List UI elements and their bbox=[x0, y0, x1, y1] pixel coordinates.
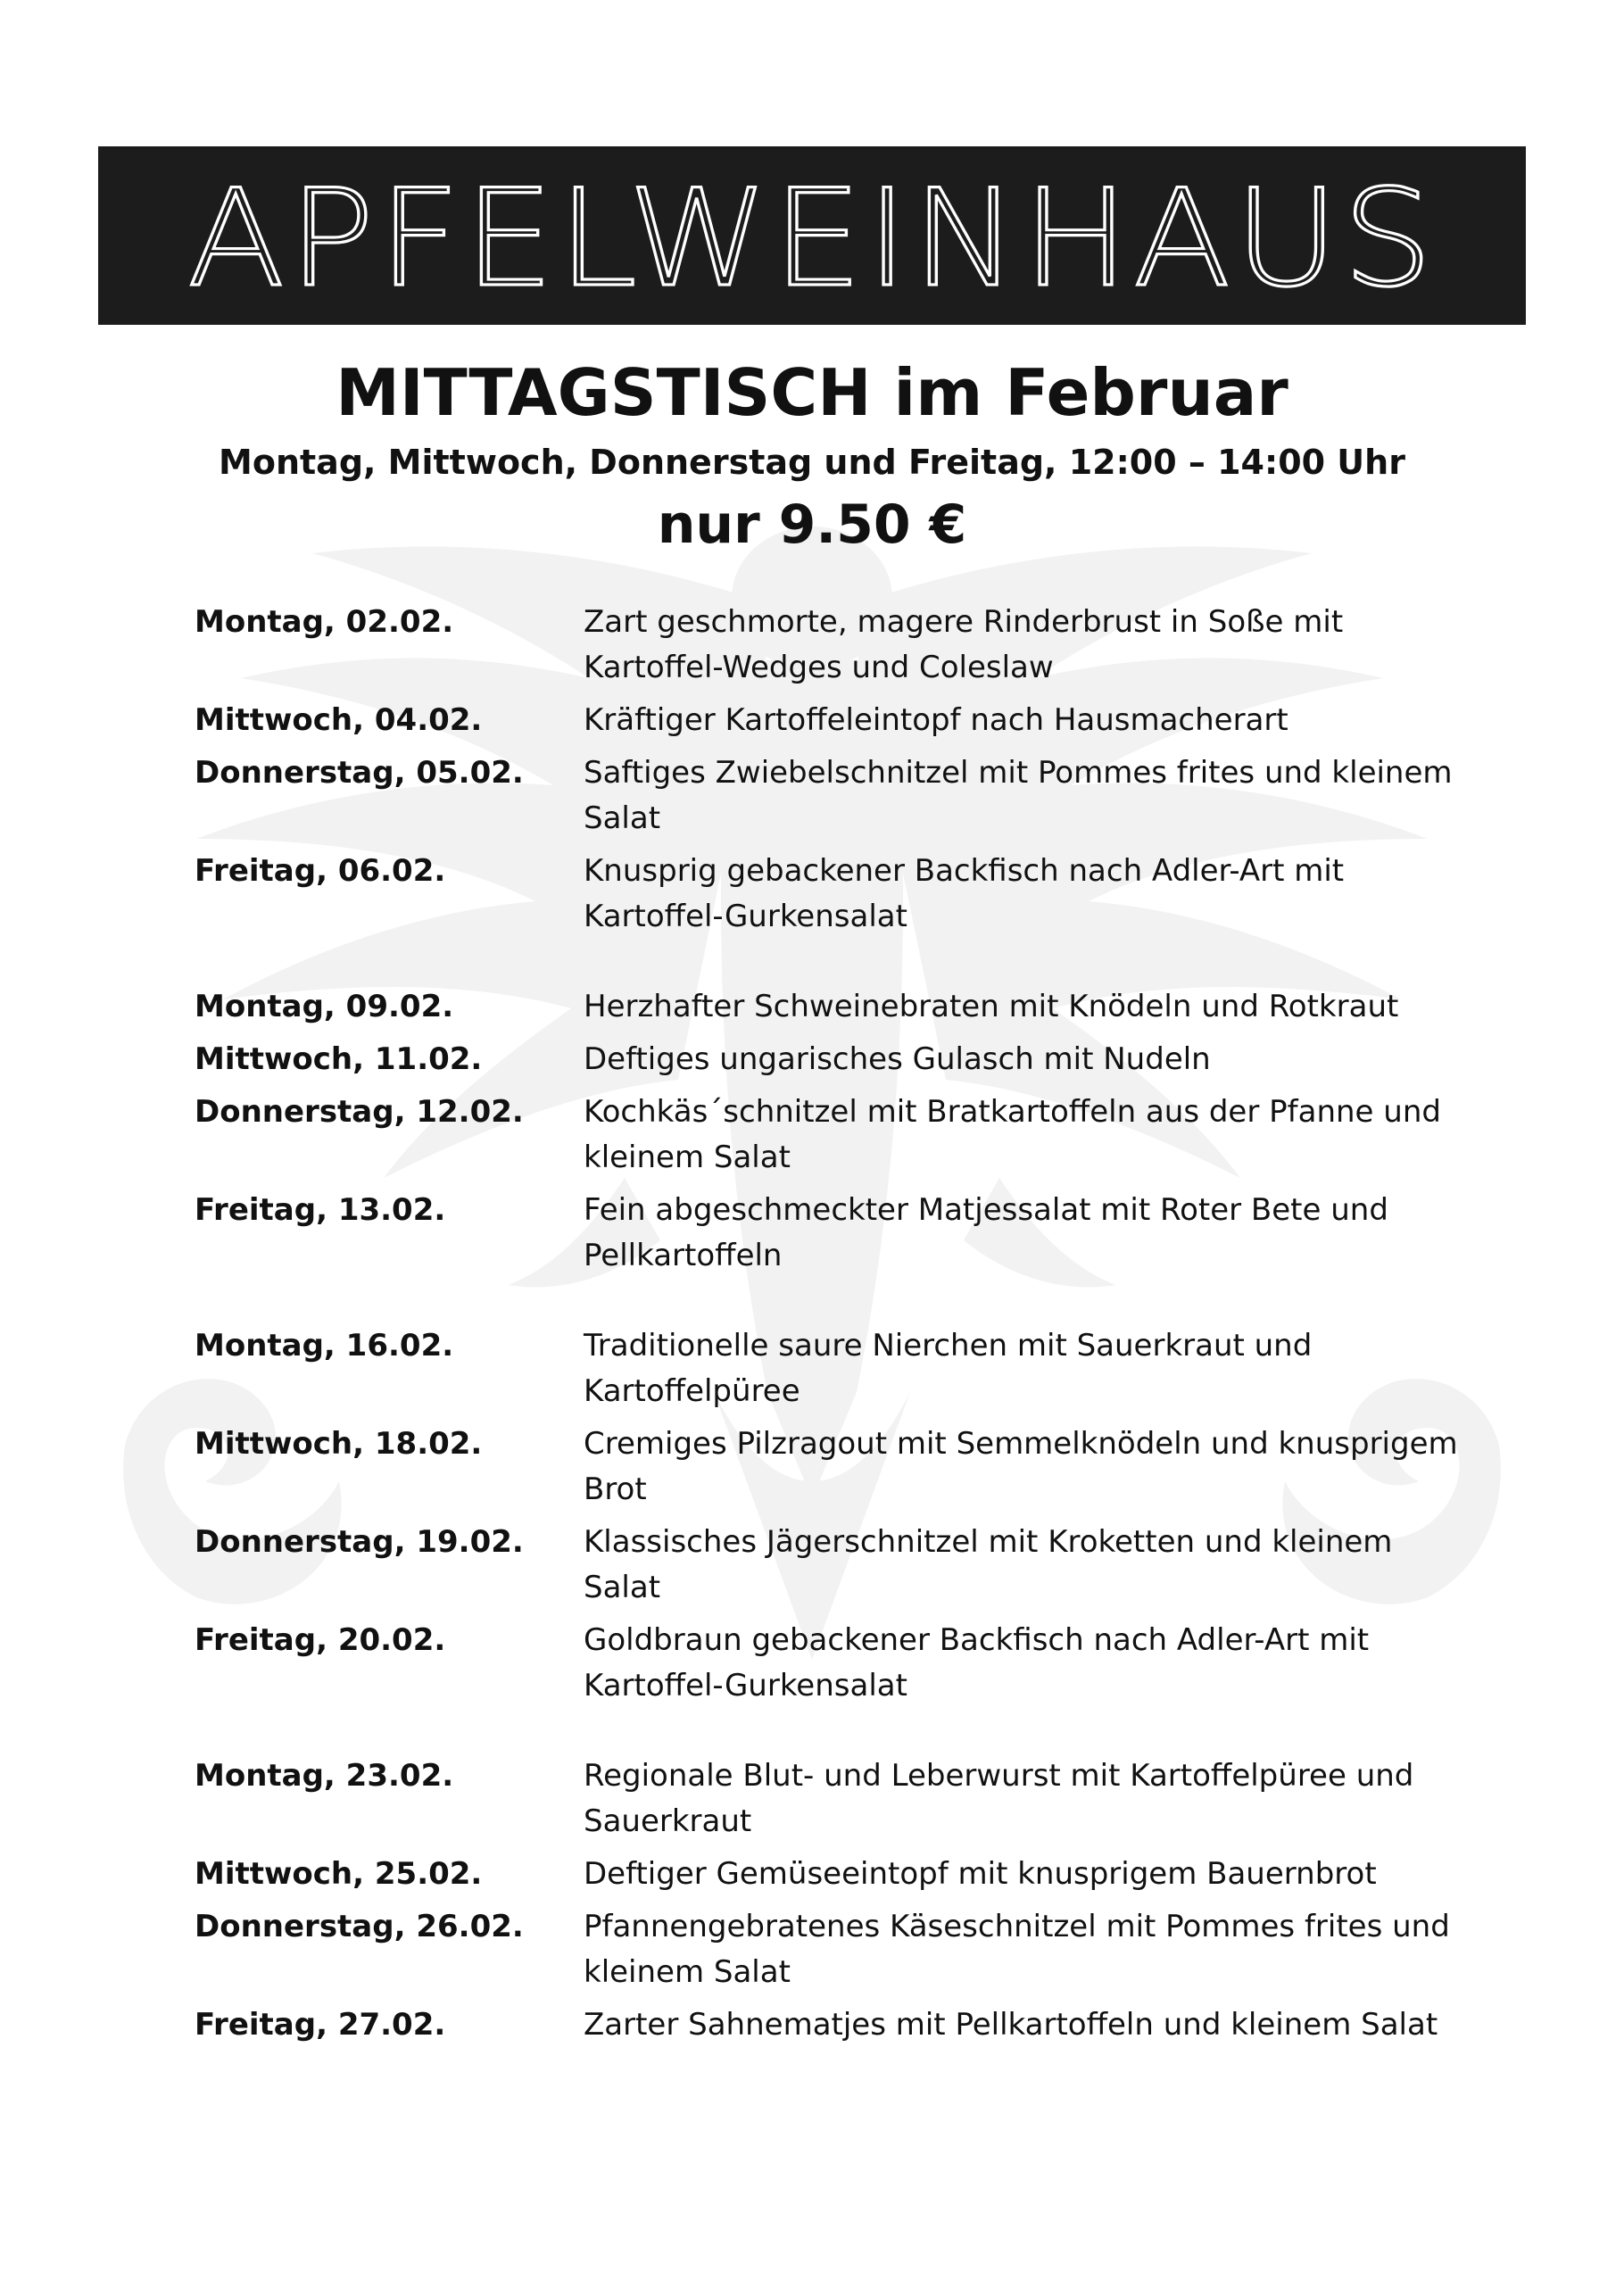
menu-row bbox=[195, 1323, 1479, 1414]
menu-day: Donnerstag, 05.02. bbox=[195, 755, 524, 791]
brand-logo bbox=[98, 146, 1526, 325]
menu-dish: Regionale Blut- und Leberwurst mit Kartoffelpüree und Sauerkraut bbox=[584, 1758, 1414, 1839]
menu-dish: Fein abgeschmeckter Matjessalat mit Roter Bete und Pellkartoffeln bbox=[584, 1192, 1388, 1273]
opening-hours: Montag, Mittwoch, Donnerstag und Freitag, 12:00 – 14:00 Uhr bbox=[219, 443, 1405, 482]
menu-week bbox=[195, 984, 1479, 1279]
menu-day: Mittwoch, 25.02. bbox=[195, 1856, 483, 1892]
menu-dish: Knusprig gebackener Backfisch nach Adler-Art mit Kartoffel-Gurkensalat bbox=[584, 853, 1345, 934]
menu-week bbox=[195, 1323, 1479, 1709]
menu-day: Mittwoch, 04.02. bbox=[195, 702, 483, 738]
menu-dish: Deftiges ungarisches Gulasch mit Nudeln bbox=[584, 1041, 1211, 1077]
menu-day: Freitag, 06.02. bbox=[195, 853, 446, 889]
menu-day: Freitag, 13.02. bbox=[195, 1192, 446, 1228]
menu-row bbox=[195, 2002, 1479, 2048]
menu-row bbox=[195, 1618, 1479, 1709]
menu-row bbox=[195, 1090, 1479, 1181]
menu-dish: Pfannengebratenes Käseschnitzel mit Pommes frites und kleinem Salat bbox=[584, 1909, 1450, 1990]
brand-logo-text: APFELWEINHAUS bbox=[187, 162, 1437, 317]
menu-day: Freitag, 20.02. bbox=[195, 1622, 446, 1658]
menu-dish: Goldbraun gebackener Backfisch nach Adler-Art mit Kartoffel-Gurkensalat bbox=[584, 1622, 1370, 1703]
menu-day: Montag, 09.02. bbox=[195, 989, 454, 1024]
menu-row bbox=[195, 1852, 1479, 1897]
menu-dish: Kochkäs´schnitzel mit Bratkartoffeln aus der Pfanne und kleinem Salat bbox=[584, 1094, 1441, 1175]
menu-day: Donnerstag, 26.02. bbox=[195, 1909, 524, 1944]
price-label: nur 9.50 € bbox=[657, 493, 967, 556]
menu-week bbox=[195, 600, 1479, 940]
menu-row bbox=[195, 1904, 1479, 1995]
menu-dish: Cremiges Pilzragout mit Semmelknödeln und knusprigem Brot bbox=[584, 1426, 1458, 1507]
menu-day: Montag, 16.02. bbox=[195, 1328, 454, 1364]
menu-day: Montag, 23.02. bbox=[195, 1758, 454, 1794]
menu-day: Donnerstag, 12.02. bbox=[195, 1094, 524, 1130]
menu-dish: Herzhafter Schweinebraten mit Knödeln und Rotkraut bbox=[584, 989, 1399, 1024]
menu-row bbox=[195, 984, 1479, 1030]
menu-day: Mittwoch, 18.02. bbox=[195, 1426, 483, 1462]
menu-dish: Zarter Sahnematjes mit Pellkartoffeln und kleinem Salat bbox=[584, 2007, 1438, 2043]
brand-banner bbox=[98, 146, 1526, 325]
menu-row bbox=[195, 1188, 1479, 1279]
menu-dish: Kräftiger Kartoffeleintopf nach Hausmacherart bbox=[584, 702, 1288, 738]
menu-row bbox=[195, 1037, 1479, 1082]
menu-dish: Deftiger Gemüseeintopf mit knusprigem Bauernbrot bbox=[584, 1856, 1377, 1892]
menu-day: Mittwoch, 11.02. bbox=[195, 1041, 483, 1077]
menu-dish: Zart geschmorte, magere Rinderbrust in Soße mit Kartoffel-Wedges und Coleslaw bbox=[584, 604, 1344, 685]
menu-dish: Saftiges Zwiebelschnitzel mit Pommes frites und kleinem Salat bbox=[584, 755, 1453, 836]
menu-row bbox=[195, 600, 1479, 691]
menu-day: Montag, 02.02. bbox=[195, 604, 454, 640]
menu-row bbox=[195, 1422, 1479, 1513]
menu-dish: Klassisches Jägerschnitzel mit Kroketten und kleinem Salat bbox=[584, 1524, 1393, 1605]
menu-day: Freitag, 27.02. bbox=[195, 2007, 446, 2043]
menu-dish: Traditionelle saure Nierchen mit Sauerkraut und Kartoffelpüree bbox=[584, 1328, 1313, 1409]
menu-row bbox=[195, 1753, 1479, 1844]
menu-row bbox=[195, 1520, 1479, 1611]
menu-day: Donnerstag, 19.02. bbox=[195, 1524, 524, 1560]
menu-week bbox=[195, 1753, 1479, 2048]
menu-list bbox=[195, 600, 1479, 2055]
menu-row bbox=[195, 750, 1479, 841]
menu-row bbox=[195, 849, 1479, 940]
page-title: MITTAGSTISCH im Februar bbox=[336, 355, 1288, 430]
menu-row bbox=[195, 698, 1479, 743]
